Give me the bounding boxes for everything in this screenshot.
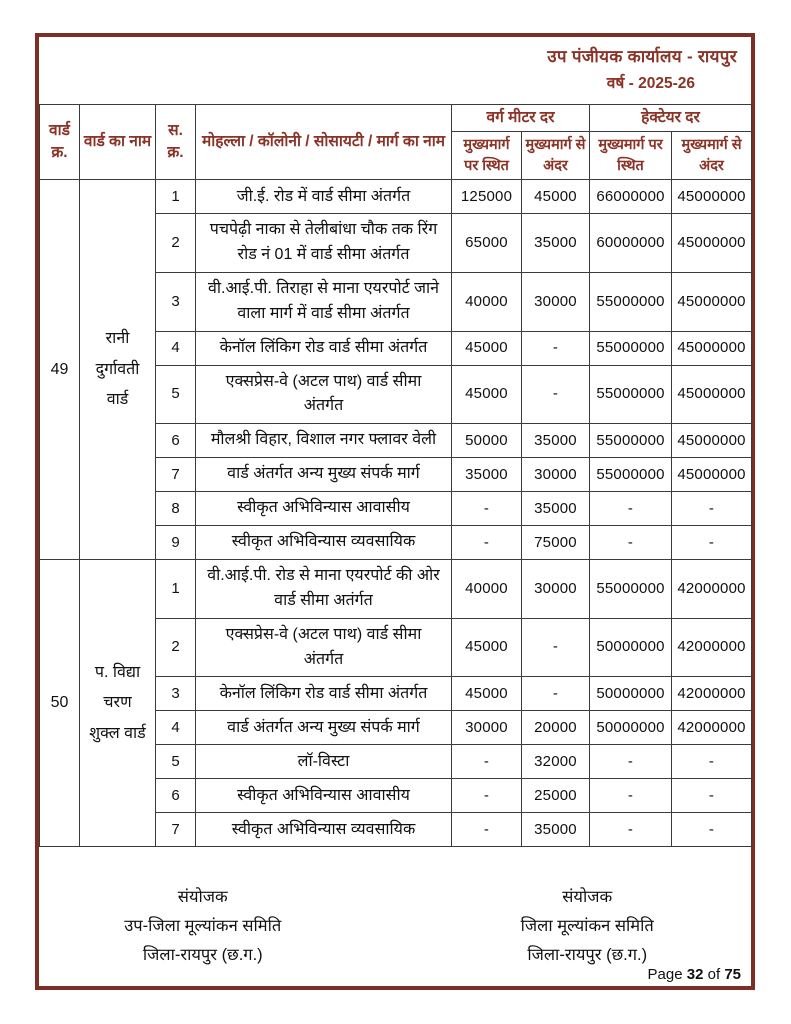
sqm-main-rate-cell: 65000	[452, 214, 522, 273]
hectare-inner-rate-cell: 42000000	[672, 711, 752, 745]
sqm-inner-rate-cell: 32000	[522, 745, 590, 779]
road-name-cell: वार्ड अंतर्गत अन्य मुख्य संपर्क मार्ग	[196, 711, 452, 745]
hectare-inner-rate-cell: -	[672, 813, 752, 847]
hectare-main-rate-cell: 55000000	[590, 331, 672, 365]
col-header-hectare-inner: मुख्यमार्ग से अंदर	[672, 132, 752, 180]
sqm-main-rate-cell: -	[452, 492, 522, 526]
serial-number-cell: 9	[156, 526, 196, 560]
ward-name-cell: प. विद्या चरण शुक्ल वार्ड	[80, 560, 156, 847]
signature-footer	[39, 883, 751, 970]
table-row	[40, 560, 752, 619]
district-name: जिला-रायपुर (छ.ग.)	[142, 946, 263, 965]
sqm-main-rate-cell: 125000	[452, 180, 522, 214]
sqm-inner-rate-cell: 35000	[522, 813, 590, 847]
col-header-sno: स. क्र.	[156, 105, 196, 180]
hectare-main-rate-cell: -	[590, 492, 672, 526]
page-indicator	[648, 966, 741, 983]
road-name-cell: स्वीकृत अभिविन्यास व्यवसायिक	[196, 526, 452, 560]
serial-number-cell: 1	[156, 180, 196, 214]
road-name-cell: स्वीकृत अभिविन्यास व्यवसायिक	[196, 813, 452, 847]
office-title: उप पंजीयक कार्यालय - रायपुर	[547, 47, 737, 66]
sqm-inner-rate-cell: 30000	[522, 560, 590, 619]
sqm-main-rate-cell: 45000	[452, 618, 522, 677]
hectare-main-rate-cell: 50000000	[590, 677, 672, 711]
serial-number-cell: 1	[156, 560, 196, 619]
sqm-main-rate-cell: -	[452, 813, 522, 847]
serial-number-cell: 7	[156, 813, 196, 847]
serial-number-cell: 5	[156, 365, 196, 424]
hectare-inner-rate-cell: 45000000	[672, 458, 752, 492]
sqm-main-rate-cell: -	[452, 779, 522, 813]
rates-table-header	[40, 105, 752, 180]
page-total: 75	[724, 966, 741, 983]
hectare-main-rate-cell: -	[590, 526, 672, 560]
table-row	[40, 180, 752, 214]
page-indicator-middle: of	[707, 966, 721, 983]
serial-number-cell: 3	[156, 273, 196, 332]
sqm-inner-rate-cell: 35000	[522, 214, 590, 273]
rates-table	[39, 104, 752, 847]
hectare-main-rate-cell: 55000000	[590, 560, 672, 619]
hectare-inner-rate-cell: -	[672, 745, 752, 779]
document-header	[39, 44, 737, 93]
hectare-main-rate-cell: 55000000	[590, 424, 672, 458]
sqm-main-rate-cell: 45000	[452, 677, 522, 711]
hectare-main-rate-cell: -	[590, 779, 672, 813]
hectare-inner-rate-cell: -	[672, 492, 752, 526]
sqm-inner-rate-cell: 30000	[522, 273, 590, 332]
hectare-main-rate-cell: 55000000	[590, 273, 672, 332]
col-header-ward-name: वार्ड का नाम	[80, 105, 156, 180]
hectare-inner-rate-cell: 45000000	[672, 214, 752, 273]
serial-number-cell: 2	[156, 214, 196, 273]
col-header-ward-no: वार्ड क्र.	[40, 105, 80, 180]
hectare-inner-rate-cell: 45000000	[672, 365, 752, 424]
road-name-cell: वी.आई.पी. तिराहा से माना एयरपोर्ट जाने वाला मार्ग में वार्ड सीमा अंतर्गत	[196, 273, 452, 332]
sqm-inner-rate-cell: 35000	[522, 424, 590, 458]
sqm-inner-rate-cell: 45000	[522, 180, 590, 214]
road-name-cell: वी.आई.पी. रोड से माना एयरपोर्ट की ओर वार्ड सीमा अतंर्गत	[196, 560, 452, 619]
sqm-main-rate-cell: 35000	[452, 458, 522, 492]
sqm-inner-rate-cell: -	[522, 618, 590, 677]
sqm-main-rate-cell: 45000	[452, 331, 522, 365]
road-name-cell: एक्सप्रेस-वे (अटल पाथ) वार्ड सीमा अंतर्गत	[196, 365, 452, 424]
road-name-cell: लॉ-विस्टा	[196, 745, 452, 779]
road-name-cell: स्वीकृत अभिविन्यास आवासीय	[196, 779, 452, 813]
road-name-cell: केनॉल लिंकिग रोड वार्ड सीमा अंतर्गत	[196, 331, 452, 365]
sqm-main-rate-cell: 40000	[452, 560, 522, 619]
header-group-row	[40, 105, 752, 132]
road-name-cell: जी.ई. रोड में वार्ड सीमा अंतर्गत	[196, 180, 452, 214]
ward-number-cell: 50	[40, 560, 80, 847]
col-header-sqm-group: वर्ग मीटर दर	[452, 105, 590, 132]
signatory-title: संयोजक	[562, 888, 613, 907]
road-name-cell: स्वीकृत अभिविन्यास आवासीय	[196, 492, 452, 526]
page-number: 32	[686, 966, 704, 983]
hectare-inner-rate-cell: 45000000	[672, 180, 752, 214]
ward-number-cell: 49	[40, 180, 80, 560]
col-header-sqm-main: मुख्यमार्ग पर स्थित	[452, 132, 522, 180]
serial-number-cell: 5	[156, 745, 196, 779]
sqm-main-rate-cell: -	[452, 526, 522, 560]
sqm-inner-rate-cell: 25000	[522, 779, 590, 813]
hectare-main-rate-cell: 55000000	[590, 458, 672, 492]
sqm-main-rate-cell: 45000	[452, 365, 522, 424]
serial-number-cell: 6	[156, 424, 196, 458]
serial-number-cell: 4	[156, 331, 196, 365]
district-name: जिला-रायपुर (छ.ग.)	[527, 946, 648, 965]
signature-block-left	[39, 883, 367, 970]
page-indicator-prefix: Page	[647, 966, 683, 983]
sqm-inner-rate-cell: 30000	[522, 458, 590, 492]
hectare-main-rate-cell: 50000000	[590, 711, 672, 745]
sqm-main-rate-cell: 30000	[452, 711, 522, 745]
hectare-main-rate-cell: 60000000	[590, 214, 672, 273]
sqm-inner-rate-cell: 35000	[522, 492, 590, 526]
hectare-inner-rate-cell: 42000000	[672, 618, 752, 677]
sqm-inner-rate-cell: -	[522, 331, 590, 365]
sqm-inner-rate-cell: 75000	[522, 526, 590, 560]
sqm-inner-rate-cell: -	[522, 365, 590, 424]
hectare-main-rate-cell: 50000000	[590, 618, 672, 677]
serial-number-cell: 3	[156, 677, 196, 711]
hectare-inner-rate-cell: 42000000	[672, 560, 752, 619]
signature-block-right	[423, 883, 751, 970]
committee-name: उप-जिला मूल्यांकन समिति	[124, 917, 282, 936]
serial-number-cell: 7	[156, 458, 196, 492]
hectare-inner-rate-cell: -	[672, 526, 752, 560]
col-header-road: मोहल्ला / कॉलोनी / सोसायटी / मार्ग का नाम	[196, 105, 452, 180]
hectare-main-rate-cell: -	[590, 813, 672, 847]
document-page	[35, 33, 755, 990]
hectare-inner-rate-cell: 45000000	[672, 424, 752, 458]
hectare-inner-rate-cell: 42000000	[672, 677, 752, 711]
road-name-cell: केनॉल लिंकिग रोड वार्ड सीमा अंतर्गत	[196, 677, 452, 711]
ward-name-cell: रानी दुर्गावती वार्ड	[80, 180, 156, 560]
committee-name: जिला मूल्यांकन समिति	[520, 917, 654, 936]
sqm-main-rate-cell: 50000	[452, 424, 522, 458]
hectare-inner-rate-cell: 45000000	[672, 331, 752, 365]
road-name-cell: पचपेढ़ी नाका से तेलीबांधा चौक तक रिंग रोड नं 01 में वार्ड सीमा अंतर्गत	[196, 214, 452, 273]
sqm-main-rate-cell: 40000	[452, 273, 522, 332]
hectare-main-rate-cell: 55000000	[590, 365, 672, 424]
serial-number-cell: 2	[156, 618, 196, 677]
serial-number-cell: 6	[156, 779, 196, 813]
col-header-hectare-group: हेक्टेयर दर	[590, 105, 752, 132]
rates-table-body	[40, 180, 752, 847]
hectare-inner-rate-cell: -	[672, 779, 752, 813]
sqm-main-rate-cell: -	[452, 745, 522, 779]
road-name-cell: मौलश्री विहार, विशाल नगर फ्लावर वेली	[196, 424, 452, 458]
year-label: वर्ष - 2025-26	[606, 75, 695, 92]
col-header-hectare-main: मुख्यमार्ग पर स्थित	[590, 132, 672, 180]
hectare-main-rate-cell: -	[590, 745, 672, 779]
road-name-cell: एक्सप्रेस-वे (अटल पाथ) वार्ड सीमा अंतर्गत	[196, 618, 452, 677]
road-name-cell: वार्ड अंतर्गत अन्य मुख्य संपर्क मार्ग	[196, 458, 452, 492]
serial-number-cell: 8	[156, 492, 196, 526]
hectare-inner-rate-cell: 45000000	[672, 273, 752, 332]
sqm-inner-rate-cell: -	[522, 677, 590, 711]
serial-number-cell: 4	[156, 711, 196, 745]
col-header-sqm-inner: मुख्यमार्ग से अंदर	[522, 132, 590, 180]
sqm-inner-rate-cell: 20000	[522, 711, 590, 745]
signatory-title: संयोजक	[177, 888, 228, 907]
hectare-main-rate-cell: 66000000	[590, 180, 672, 214]
